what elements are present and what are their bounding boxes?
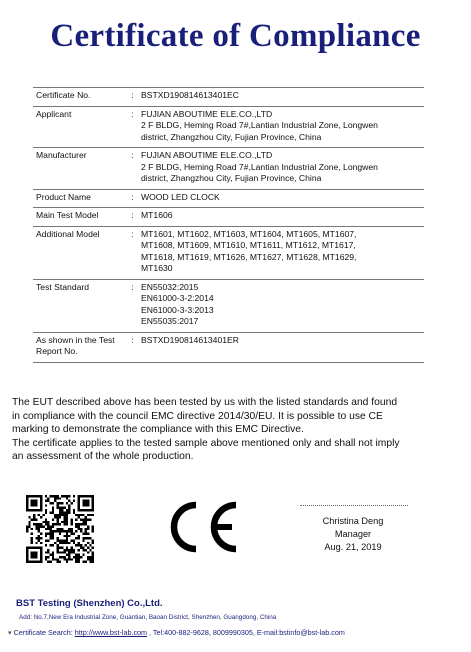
test-standard-row	[33, 279, 424, 332]
main-test-model-row	[33, 208, 424, 227]
colon-separator: :	[126, 148, 139, 190]
field-label: Applicant	[33, 106, 126, 148]
manufacturer-row	[33, 148, 424, 190]
value-line: MT1618, MT1619, MT1626, MT1627, MT1628, MT1629,	[141, 251, 357, 262]
colon-separator: :	[126, 106, 139, 148]
test-report-row	[33, 332, 424, 362]
applicant-row	[33, 106, 424, 148]
signature-line	[300, 505, 408, 506]
field-value	[139, 189, 424, 208]
certificate-title: Certificate of Compliance	[50, 18, 421, 54]
signer-role: Manager	[334, 529, 372, 539]
colon-separator: :	[126, 189, 139, 208]
field-value	[139, 279, 424, 332]
field-label: Main Test Model	[33, 208, 126, 227]
value-line: MT1606	[141, 210, 173, 220]
colon-separator: :	[126, 279, 139, 332]
value-line: MT1630	[141, 263, 173, 273]
field-value	[139, 332, 424, 362]
company-address: Add: No.7,New Era Industrial Zone, Guantian, Baoan District, Shenzhen, Guangdong, China	[19, 614, 277, 621]
value-line: EN61000-3-2:2014	[141, 293, 214, 303]
field-label: Product Name	[33, 189, 126, 208]
colon-separator: :	[126, 332, 139, 362]
value-line: WOOD LED CLOCK	[141, 191, 220, 202]
field-value	[139, 226, 424, 279]
triangle-down-icon: ▾	[8, 628, 12, 637]
colon-separator: :	[126, 208, 139, 227]
field-value	[139, 208, 424, 227]
certificate-info-table	[33, 87, 424, 363]
value-line: BSTXD190814613401EC	[141, 90, 239, 100]
ce-mark-icon	[162, 497, 242, 557]
signature-block	[290, 515, 416, 554]
product-name-row	[33, 189, 424, 208]
value-line: FUJIAN ABOUTIME ELE.CO.,LTD	[141, 108, 273, 119]
value-line: FUJIAN ABOUTIME ELE.CO.,LTD	[141, 150, 273, 160]
field-label: As shown in the Test Report No.	[33, 332, 126, 362]
field-value	[139, 106, 424, 148]
field-label: Manufacturer	[33, 148, 126, 190]
statement-line: The certificate applies to the tested sample above mentioned only and shall not imply	[12, 437, 400, 449]
search-label: Certificate Search:	[13, 628, 73, 637]
search-link[interactable]: http://www.bst-lab.com	[74, 628, 148, 637]
value-line: 2 F BLDG, Heming Road 7#,Lantian Industrial Zone, Longwen	[141, 120, 378, 130]
value-line: EN55032:2015	[141, 281, 199, 292]
value-line: district, Zhangzhou City, Fujian Province, China	[141, 173, 322, 183]
value-line: EN61000-3-3:2013	[141, 304, 214, 315]
certificate-search: ▾ Certificate Search: http://www.bst-lab.com , Tel:400-882-9628, 8009990305, E-mail:bstinfo@bst-lab.com	[8, 628, 345, 637]
company-name: BST Testing (Shenzhen) Co.,Ltd.	[16, 598, 163, 609]
signer-name: Christina Deng	[322, 516, 384, 526]
statement-line: an assessment of the whole production.	[12, 451, 194, 463]
value-line: EN55035:2017	[141, 316, 199, 326]
value-line: MT1608, MT1609, MT1610, MT1611, MT1612, MT1617,	[141, 240, 356, 250]
statement-line: marking to demonstrate the compliance with this EMC Directive.	[12, 424, 304, 436]
certificate-no-row	[33, 88, 424, 107]
field-value	[139, 148, 424, 190]
colon-separator: :	[126, 226, 139, 279]
field-label: Certificate No.	[33, 88, 126, 107]
field-label: Additional Model	[33, 226, 126, 279]
value-line: 2 F BLDG, Heming Road 7#,Lantian Industrial Zone, Longwen	[141, 161, 378, 172]
statement-line: in compliance with the council EMC directive 2014/30/EU. It is possible to use CE	[12, 410, 383, 422]
contact-info: Tel:400-882-9628, 8009990305, E-mail:bstinfo@bst-lab.com	[152, 628, 345, 637]
field-label: Test Standard	[33, 279, 126, 332]
statement-line: The EUT described above has been tested by us with the listed standards and found	[12, 397, 398, 408]
colon-separator: :	[126, 88, 139, 107]
field-value	[139, 88, 424, 107]
signature-date: Aug. 21, 2019	[324, 542, 382, 552]
qr-code-icon[interactable]	[26, 495, 94, 563]
value-line: district, Zhangzhou City, Fujian Province, China	[141, 131, 322, 142]
value-line: BSTXD190814613401ER	[141, 334, 239, 345]
compliance-statement	[12, 396, 462, 464]
value-line: MT1601, MT1602, MT1603, MT1604, MT1605, MT1607,	[141, 228, 357, 239]
additional-model-row	[33, 226, 424, 279]
